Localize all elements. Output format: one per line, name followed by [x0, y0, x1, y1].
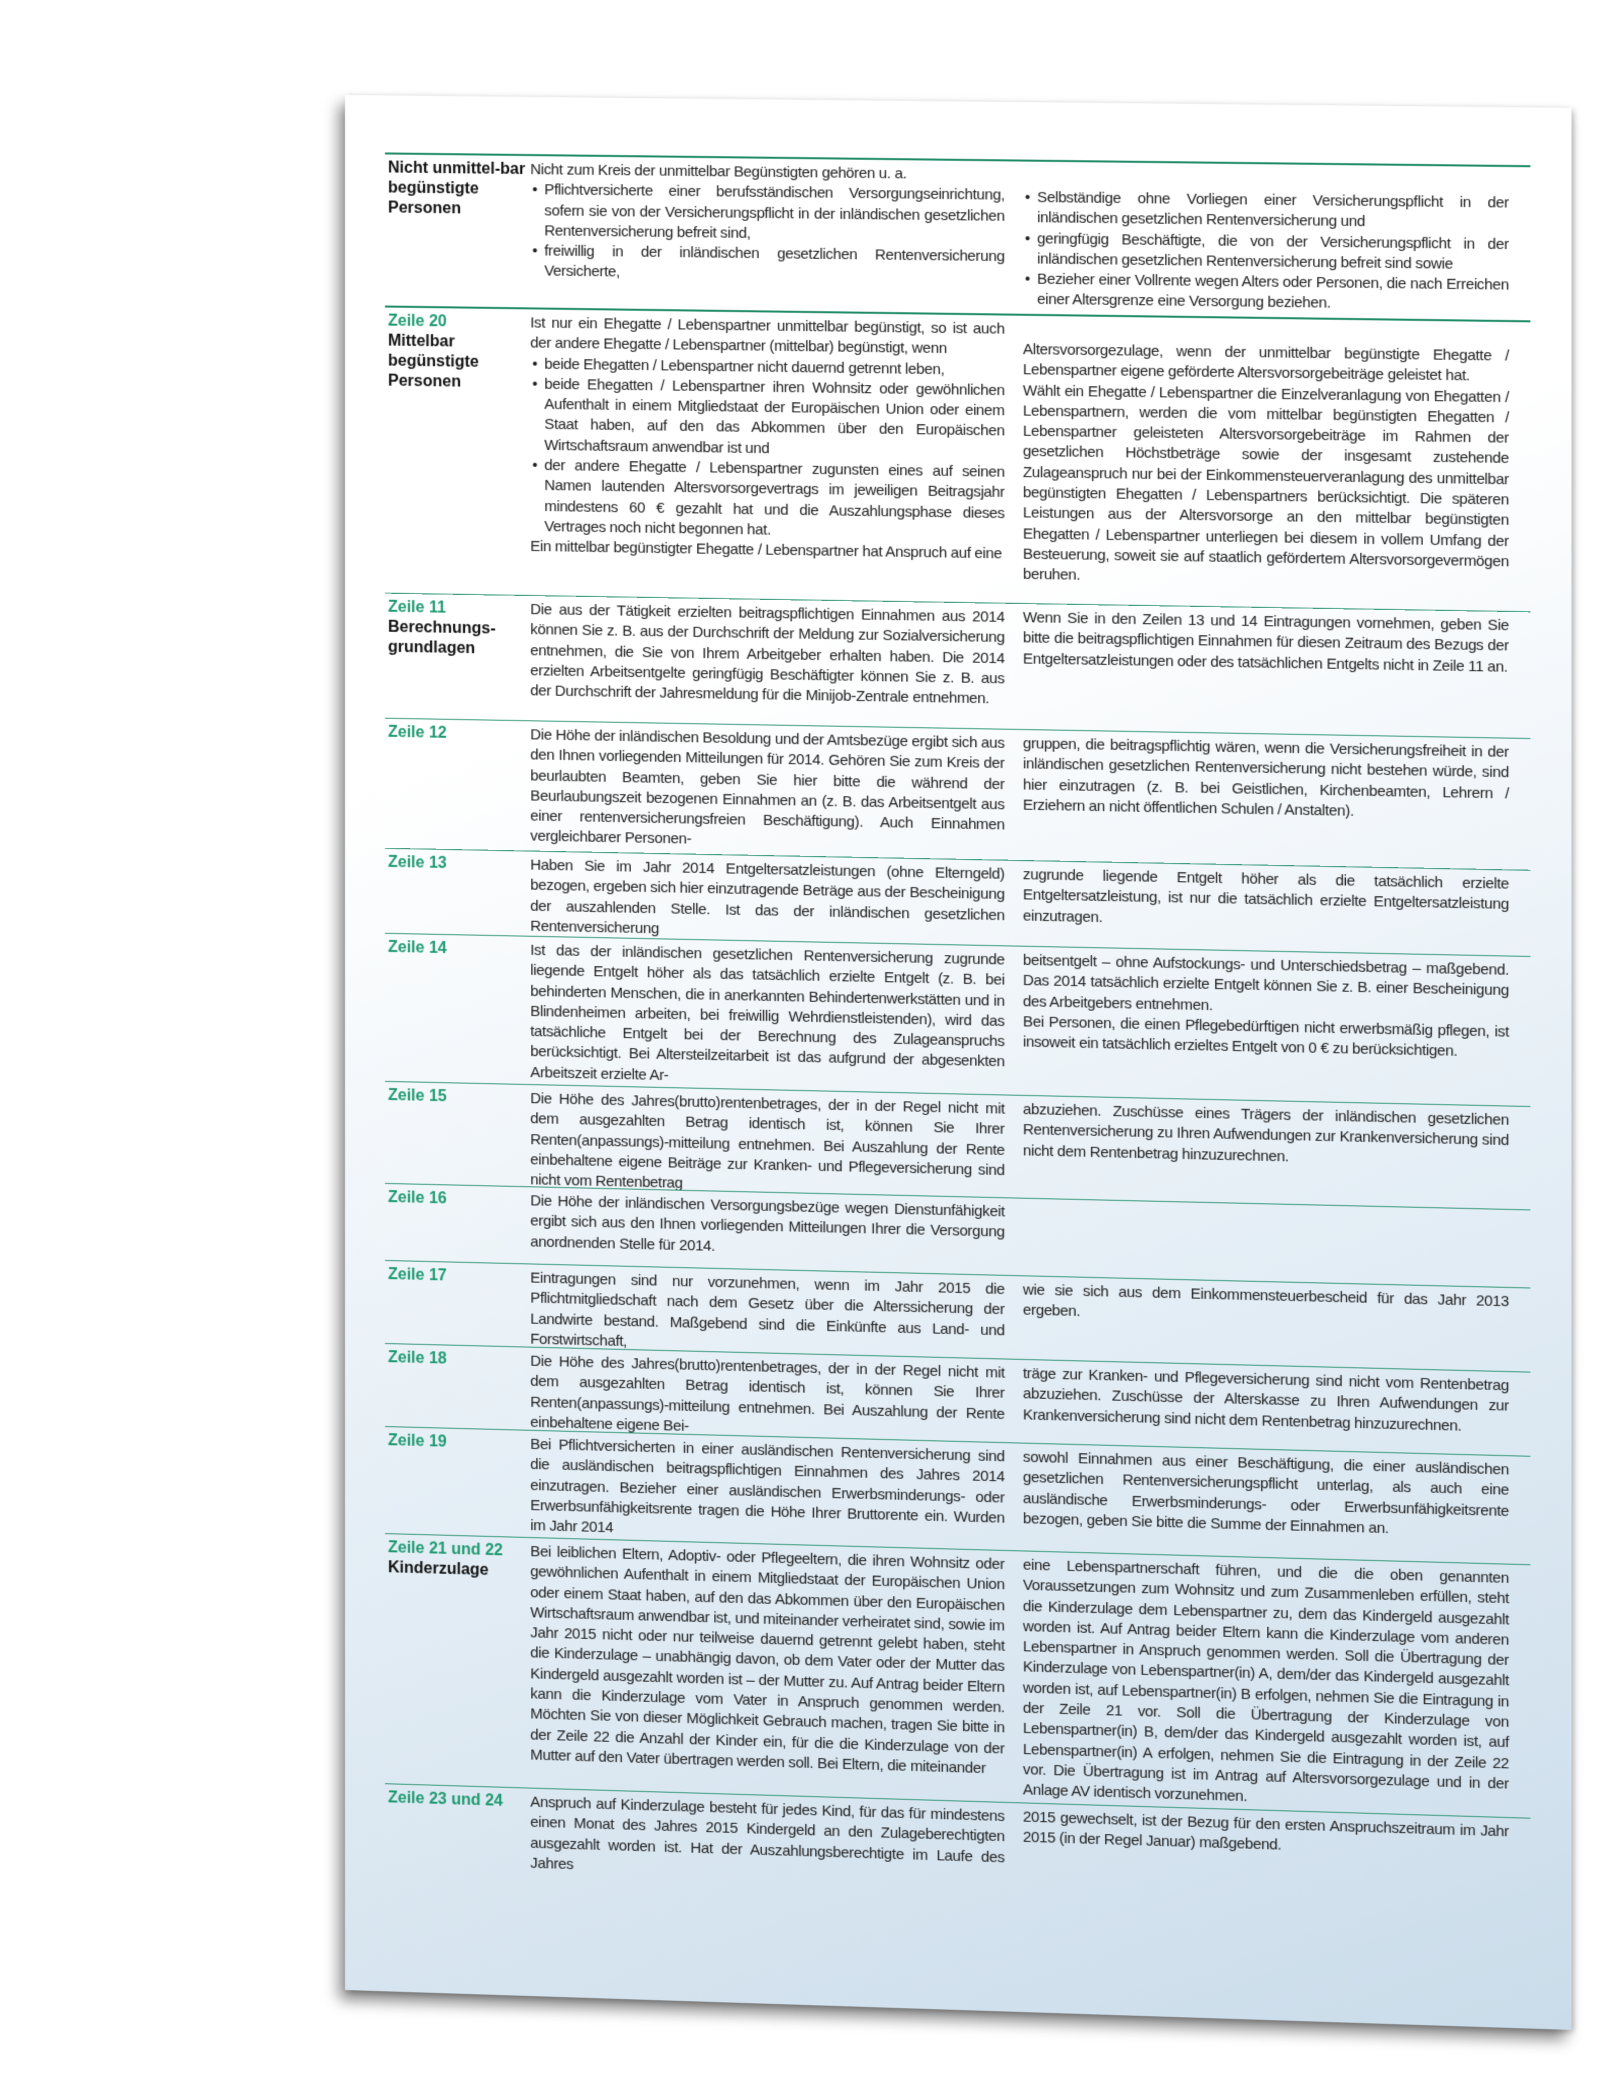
paragraph: Ist das der inländischen gesetzlichen Rentenversicherung zugrunde liegende Entgelt höher als das tatsächlich erzielte Entgelt (z. B. bei behinderten Menschen, die in anerkannten Behindertenwerkstätten und in Blindenheimen arbeiten, bei freiwillig Wehrdienstleistenden), wird das tatsächliche Entgelt bei der Berechnung des Zulageanspruchs berücksichtigt. Bei Altersteilzeitarbeit ist das aufgrund der abgesenkten Arbeitszeit erzielte Ar-: [530, 941, 1005, 1084]
right-column-text: [1023, 1199, 1509, 1287]
row-label: [385, 308, 530, 595]
line-number-label: Zeile 15: [387, 1086, 447, 1106]
line-number-label: Zeile 23 und 24: [387, 1789, 503, 1810]
paragraph: Die aus der Tätigkeit erzielten beitragspflichtigen Einnahmen aus 2014 können Sie z. B. aus der Durchschrift der Meldung zur Sozialversicherung entnehmen, die Sie von Ihrem Arbeitgeber erhalten haben. Die 2014 erzielten Arbeitsentgelte geringfügig Beschäftigter können Sie z. B. aus der Durchschrift der Jahresmeldung für die Minijob-Zentrale entnehmen.: [530, 601, 1005, 708]
section-title: Nicht unmittel-bar begünstigte Personen: [387, 159, 526, 218]
left-column-text: [530, 1085, 1004, 1197]
left-column-text: [530, 1187, 1004, 1275]
paragraph: Haben Sie im Jahr 2014 Entgeltersatzleistungen (ohne Elterngeld) bezogen, ergeben sich hier einzutragende Beträge aus der Bescheinigung der auszahlenden Stelle. Ist das der inländischen gesetzlichen Rentenversicherung: [530, 856, 1005, 938]
paragraph: träge zur Kranken- und Pflegeversicherung sind nicht vom Rentenbetrag abzuziehen. Zuschüsse der Alterskasse zu Ihren Aufwendungen zur Krankenversicherung sind nicht dem Rentenbetrag hinzuzurechnen.: [1022, 1364, 1509, 1435]
left-column-text: [530, 937, 1004, 1095]
bullet-item: • Selbständige ohne Vorliegen einer Versicherungspflicht in der inländischen gesetzlichen Rentenversicherung und: [1023, 188, 1509, 235]
right-column-text: [1023, 1360, 1509, 1455]
right-column-text: [1023, 861, 1509, 955]
row-label: [385, 1784, 530, 1908]
right-column-text: [1023, 947, 1509, 1106]
paragraph: Anspruch auf Kinderzulage besteht für jedes Kind, für das für mindestens einen Monat des Jahres 2015 Kindergeld an den Zulageberechtigten ausgezahlt worden ist. Hat der Auszahlungsberechtigte im Laufe des Jahres: [530, 1793, 1005, 1873]
row-label: [385, 934, 530, 1084]
left-column-text: [530, 596, 1004, 729]
line-number-label: Zeile 19: [387, 1432, 447, 1451]
paragraph: Bei leiblichen Eltern, Adoptiv- oder Pflegeeltern, die ihren Wohnsitz oder gewöhnlichen Aufenthalt in einem Mitgliedstaat der Europäischen Union oder einem Staat haben, auf den das Abkommen über den Europäischen Wirtschaftsraum anwendbar ist, und miteinander verheiratet sind, sowie im Jahr 2015 nicht oder nur teilweise dauernd getrennt gelebt haben, steht die Kinderzulage – unabhängig davon, ob dem Vater oder der Mutter das Kindergeld ausgezahlt worden ist – der Mutter zu. Auf Antrag beider Eltern kann die Kinderzulage vom Vater in Anspruch genommen werden. Möchten Sie von dieser Möglichkeit Gebrauch machen, tragen Sie bitte in der Zeile 22 die Anzahl der Kinder ein, für die die Kinderzulage von der Mutter auf den Vater übertragen werden soll. Bei Eltern, die miteinander: [530, 1543, 1005, 1778]
left-column-text: [530, 309, 1004, 602]
bullet-item: • Pflichtversicherte einer berufsständischen Versorgungseinrichtung, sofern sie von der Versicherungspflicht in der inländischen gesetzlichen Rentenversicherung befreit sind,: [530, 180, 1004, 247]
instructions-table: [385, 152, 1530, 1939]
left-column-text: [530, 1264, 1004, 1358]
section-title: Berechnungs-grundlagen: [387, 618, 496, 658]
section-row: [385, 306, 1530, 612]
bullet-item: • Bezieher einer Vollrente wegen Alters oder Personen, die nach Erreichen einer Altersgrenze eine Versorgung beziehen.: [1023, 270, 1509, 317]
paragraph: Wählt ein Ehegatte / Lebenspartner die Einzelveranlagung von Ehegatten / Lebenspartnern, werden die vom mittelbar begünstigten Ehegatten / Lebenspartner geleisteten Altersvorsorgebeiträge im Rahmen der gesetzlichen Höchstbeträge sowie der insgesamt zustehende Zulageanspruch nur bei der Einkommensteuerveranlagung des unmittelbar begünstigten Ehegatten / Lebenspartners berücksichtigt. Die späteren Leistungen aus der Altersvorsorge an den mittelbar begünstigten Ehegatten / Lebenspartner unterliegen bei diesem in vollem Umfang der Besteuerung, soweit sie auf staatlich gefördertem Altersvorsorgevermögen beruhen.: [1022, 381, 1509, 585]
paragraph: gruppen, die beitragspflichtig wären, wenn die Versicherungsfreiheit in der inländischen gesetzlichen Rentenversicherung nicht bestehen würde, sind hier einzutragen (z. B. bei Geistlichen, Kirchenbeamten, Lehrern / Erziehern an nicht öffentlichen Schulen / Anstalten).: [1022, 735, 1509, 820]
left-column-text: [530, 1789, 1004, 1923]
document-page: [345, 95, 1572, 2030]
right-column-text: [1023, 1551, 1509, 1817]
paragraph: eine Lebenspartnerschaft führen, und die die oben genannten Voraussetzungen zum Wohnsitz und zum Zusammenleben erfüllen, steht die Kinderzulage dem Lebenspartner zu, dem das Kindergeld ausgezahlt worden ist. Auf Antrag beider Eltern kann die Kinderzulage vom anderen Lebenspartner in Anspruch genommen werden. Soll die Übertragung der Kinderzulage von Lebenspartner(in) A, dem/der das Kindergeld ausgezahlt worden ist, auf Lebenspartner(in) B erfolgen, nehmen Sie die Eintragung in der Zeile 21 vor. Soll die Übertragung der Kinderzulage von Lebenspartner(in) B, dem/der das Kindergeld ausgezahlt worden ist, auf Lebenspartner(in) A erfolgen, nehmen Sie die Eintragung in der Zeile 22 vor. Die Übertragung ist im Antrag auf Altersvorsorgezulage und in der Anlage AV identisch vorzunehmen.: [1022, 1556, 1509, 1806]
paragraph: Eintragungen sind nur vorzunehmen, wenn im Jahr 2015 die Pflichtmitgliedschaft nach dem Gesetz über die Alterssicherung der Landwirte bestand. Maßgebend sind die Einkünfte aus Land- und Forstwirtschaft,: [530, 1269, 1005, 1350]
paragraph: Die Höhe des Jahres(brutto)rentenbetrages, der in der Regel nicht mit dem ausgezahlten Betrag identisch ist, können Sie Ihrer Renten(anpassungs)-mitteilung entnehmen. Bei Auszahlung der Rente einbehaltene eigene Beiträge zur Kranken- und Pflegeversicherung sind nicht vom Rentenbetrag: [530, 1090, 1005, 1193]
right-column-text: [1023, 1096, 1509, 1209]
row-label: [385, 849, 530, 936]
paragraph: abzuziehen. Zuschüsse eines Trägers der inländischen gesetzlichen Rentenversicherung zu Ihren Aufwendungen zur Krankenversicherung sind nicht dem Rentenbetrag hinzuzurechnen.: [1022, 1100, 1509, 1166]
row-label: [385, 1534, 530, 1787]
row-label: [385, 1427, 530, 1537]
left-column-text: [530, 1348, 1004, 1442]
line-number-label: Zeile 12: [387, 723, 447, 742]
paragraph: wie sie sich aus dem Einkommensteuerbescheid für das Jahr 2013 ergeben.: [1022, 1281, 1509, 1321]
section-row: [385, 933, 1530, 1106]
line-number-label: Zeile 16: [387, 1188, 447, 1208]
paragraph: Die Höhe des Jahres(brutto)rentenbetrages, der in der Regel nicht mit dem ausgezahlten Betrag identisch ist, können Sie Ihrer Renten(anpassungs)-mitteilung entnehmen. Bei Auszahlung der Rente einbehaltene eigene Bei-: [530, 1352, 1005, 1435]
paragraph: Die Höhe der inländischen Besoldung und der Amtsbezüge ergibt sich aus den Ihnen vorliegenden Mitteilungen für 2014. Gehören Sie zum Kreis der beurlaubten Beamten, geben Sie hier bitte die während der Beurlaubungszeit bezogenen Einnahmen an (z. B. das Arbeitsentgelt aus einer rentenversicherungsfreien Beschäftigung). Auch Einnahmen vergleichbarer Personen-: [530, 726, 1005, 849]
bullet-item: • der andere Ehegatte / Lebenspartner zugunsten eines auf seinen Namen lautenden Altersvorsorgevertrags im jeweiligen Beitragsjahr mindestens 60 € gezahlt hat und die Auszahlungsphase dieses Vertrages noch nicht begonnen hat.: [530, 456, 1004, 545]
row-label: [385, 594, 530, 721]
right-column-text: [1023, 316, 1509, 611]
section-row: [385, 718, 1530, 870]
paragraph: Altersvorsorgezulage, wenn der unmittelbar begünstigte Ehegatte / Lebenspartner eigene geförderte Altersvorsorgebeiträge geleistet hat.: [1022, 340, 1509, 385]
row-label: [385, 719, 530, 851]
paragraph: sowohl Einnahmen aus einer Beschäftigung, die einer ausländischen gesetzlichen Rentenversicherungspflicht unterlag, als auch eine ausländische Erwerbsminderungs- oder Erwerbsunfähigkeitsrente bezogen, geben Sie bitte die Summe der Einnahmen an.: [1022, 1448, 1509, 1538]
paragraph: Bei Pflichtversicherten in einer ausländischen Rentenversicherung sind die ausländischen beitragspflichtigen Einnahmen des Jahres 2014 einzutragen. Bezieher einer ausländischen Erwerbsminderungs- oder Erwerbsunfähigkeitsrente tragen die Höhe Ihrer Bruttorente ein. Wurden im Jahr 2014: [530, 1435, 1005, 1537]
left-column-text: [530, 156, 1004, 313]
row-label: [385, 1344, 530, 1430]
bullet-item: • beide Ehegatten / Lebenspartner ihren Wohnsitz oder gewöhnlichen Aufenthalt in einem Mitgliedstaat der Europäischen Union oder einem Staat haben, auf den das Abkommen über den Europäischen Wirtschaftsraum anwendbar ist und: [530, 374, 1004, 462]
row-label: [385, 1082, 530, 1186]
line-number-label: Zeile 20: [387, 312, 447, 331]
section-row: [385, 593, 1530, 738]
row-label: [385, 1261, 530, 1347]
left-column-text: [530, 721, 1004, 859]
right-column-text: [1023, 1444, 1509, 1564]
bullet-item: • geringfügig Beschäftigte, die von der Versicherungspflicht in der inländischen gesetzlichen Rentenversicherung befreit sind sowie: [1023, 229, 1509, 276]
paragraph: Ein mittelbar begünstigter Ehegatte / Lebenspartner hat Anspruch auf eine: [530, 538, 1002, 563]
section-title: Kinderzulage: [387, 1559, 489, 1579]
line-number-label: Zeile 18: [387, 1349, 447, 1368]
left-column-text: [530, 1431, 1004, 1550]
paragraph: Die Höhe der inländischen Versorgungsbezüge wegen Dienstunfähigkeit ergibt sich aus den Ihnen vorliegenden Mitteilungen Ihrer die Versorgung anordnenden Stelle für 2014.: [530, 1192, 1005, 1255]
paragraph: 2015 gewechselt, ist der Bezug für den ersten Anspruchszeitraum im Jahr 2015 (in der Regel Januar) maßgebend.: [1022, 1808, 1509, 1854]
paragraph: beitsentgelt – ohne Aufstockungs- und Unterschiedsbetrag – maßgebend. Das 2014 tatsächlich erzielte Entgelt können Sie z. B. einer Bescheinigung des Arbeitgebers entnehmen.: [1022, 951, 1509, 1014]
left-column-text: [530, 1538, 1004, 1802]
line-number-label: Zeile 11: [387, 598, 446, 617]
section-title: Mittelbar begünstigte Personen: [387, 332, 479, 391]
right-column-text: [1023, 1276, 1509, 1371]
row-label: [385, 1184, 530, 1264]
row-label: [385, 154, 530, 307]
paragraph: Bei Personen, die einen Pflegebedürftigen nicht erwerbsmäßig pflegen, ist insoweit ein tatsächlich erzieltes Entgelt von 0 € zu berücksichtigen.: [1022, 1013, 1509, 1061]
left-column-text: [530, 852, 1004, 946]
right-column-text: [1023, 1803, 1509, 1938]
paragraph: zugrunde liegende Entgelt höher als die tatsächlich erzielte Entgeltersatzleistung, ist nur die tatsächlich erzielte Entgeltersatzleistung einzutragen.: [1022, 866, 1509, 926]
paragraph: Ist nur ein Ehegatte / Lebenspartner unmittelbar begünstigt, so ist auch der andere Ehegatte / Lebenspartner (mittelbar) begünstigt, wenn: [530, 314, 1005, 358]
right-column-text: [1023, 162, 1509, 320]
line-number-label: Zeile 13: [387, 853, 447, 872]
line-number-label: Zeile 21 und 22: [387, 1539, 503, 1560]
right-column-text: [1023, 604, 1509, 738]
section-row: [385, 1533, 1530, 1818]
bullet-item: • beide Ehegatten / Lebenspartner nicht dauernd getrennt leben,: [530, 354, 1004, 381]
right-column-text: [1023, 730, 1509, 869]
line-number-label: Zeile 14: [387, 938, 447, 958]
paragraph: Wenn Sie in den Zeilen 13 und 14 Eintragungen vornehmen, geben Sie bitte die beitragspflichtigen Einnahmen für diesen Zeitraum des Bezugs der Entgeltersatzleistungen oder des tatsächlichen Entgelts nicht in Zeile 11 an.: [1022, 609, 1509, 676]
section-row: [385, 152, 1530, 320]
bullet-item: • freiwillig in der inländischen gesetzlichen Rentenversicherung Versicherte,: [530, 241, 1004, 288]
line-number-label: Zeile 17: [387, 1266, 447, 1285]
paragraph: Nicht zum Kreis der unmittelbar Begünstigten gehören u. a.: [530, 161, 907, 183]
